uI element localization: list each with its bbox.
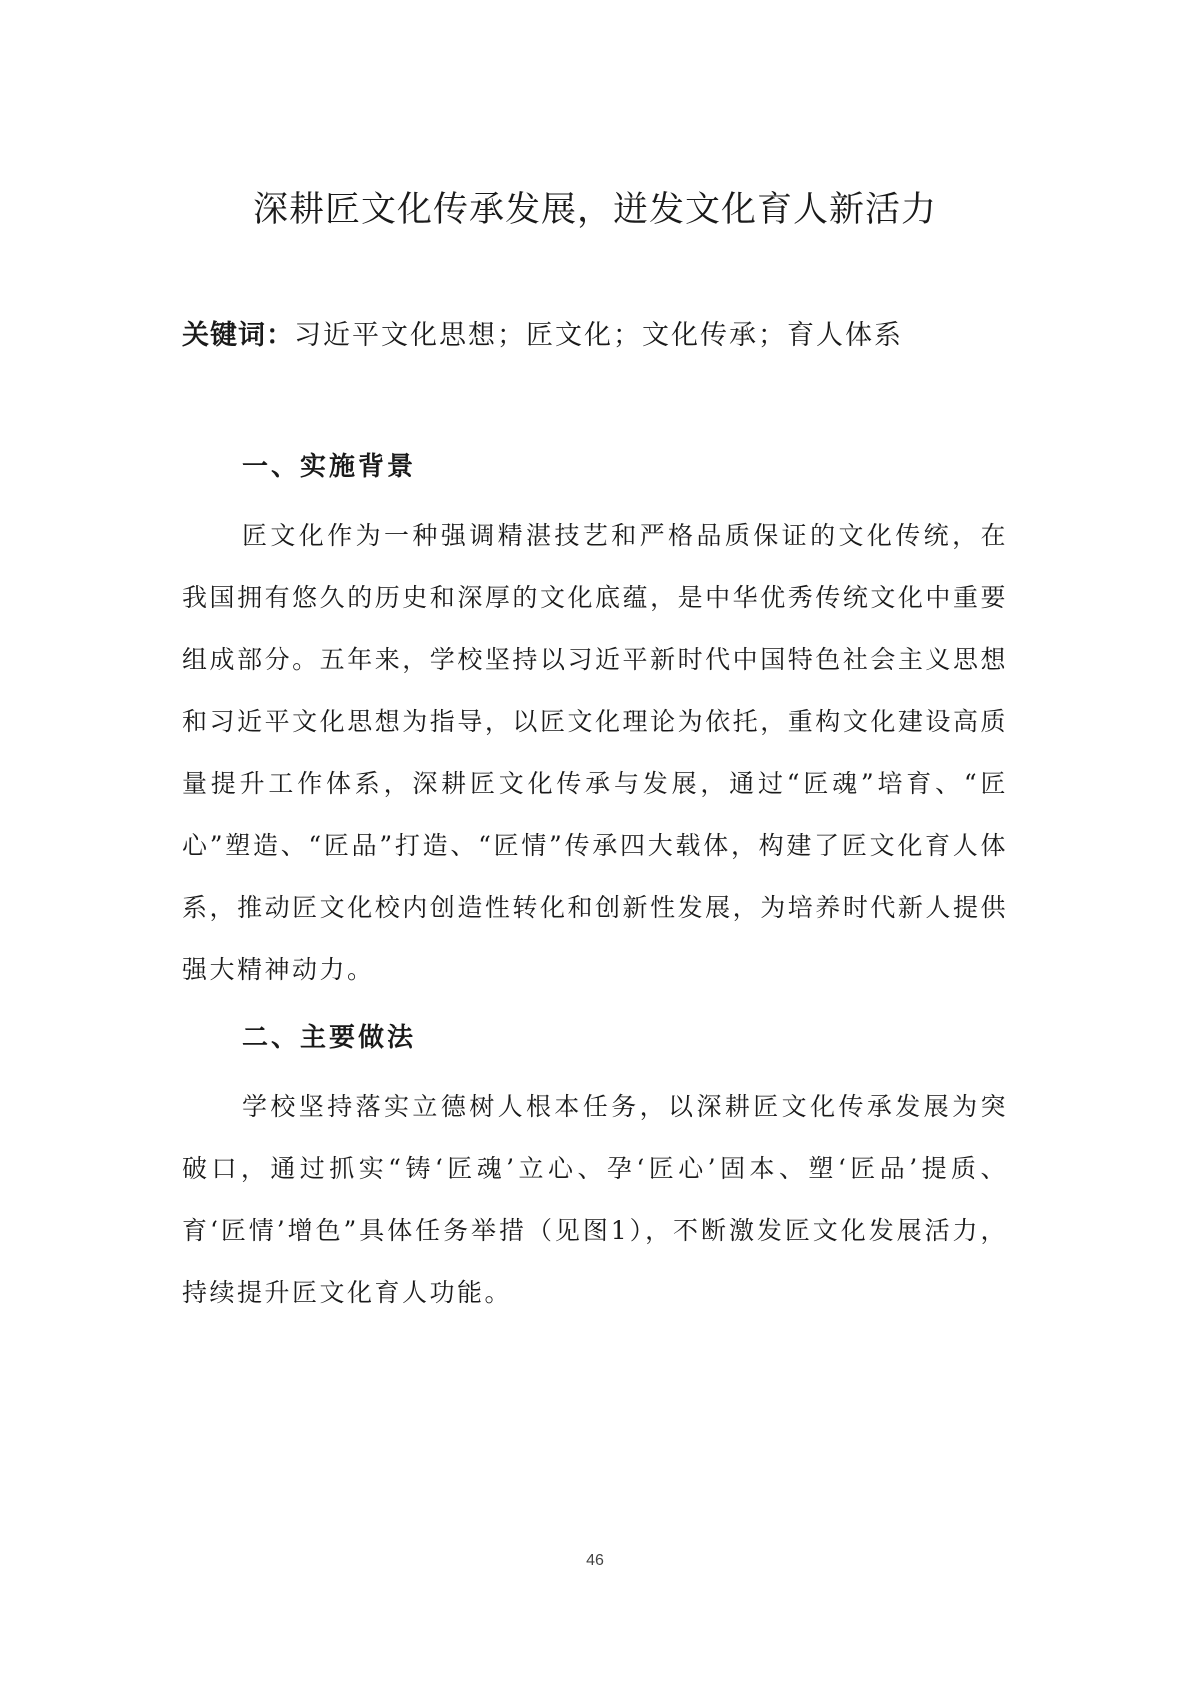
keywords-value: 习近平文化思想；匠文化；文化传承；育人体系 — [294, 320, 903, 351]
section-heading-practices: 二、主要做法 — [242, 1023, 417, 1053]
keywords-line — [182, 312, 1022, 360]
page-number: 46 — [586, 1552, 604, 1569]
section-paragraph-background: 匠文化作为一种强调精湛技艺和严格品质保证的文化传统，在我国拥有悠久的历史和深厚的文化底蕴，是中华优秀传统文化中重要组成部分。五年来，学校坚持以习近平新时代中国特色社会主义思想和习近平文化思想为指导，以匠文化理论为依托，重构文化建设高质量提升工作体系，深耕匠文化传承与发展，通过“匠魂”培育、“匠心”塑造、“匠品”打造、“匠情”传承四大载体，构建了匠文化育人体系，推动匠文化校内创造性转化和创新性发展，为培养时代新人提供强大精神动力。 — [182, 521, 1008, 984]
section-paragraph-practices: 学校坚持落实立德树人根本任务，以深耕匠文化传承发展为突破口，通过抓实“铸‘匠魂’立心、孕‘匠心’固本、塑‘匠品’提质、育‘匠情’增色”具体任务举措（见图1），不断激发匠文化发展活力，持续提升匠文化育人功能。 — [182, 1092, 1008, 1307]
keywords-label: 关键词： — [182, 320, 294, 351]
section-heading-background: 一、实施背景 — [242, 452, 417, 482]
page-title: 深耕匠文化传承发展，迸发文化育人新活力 — [252, 190, 937, 230]
